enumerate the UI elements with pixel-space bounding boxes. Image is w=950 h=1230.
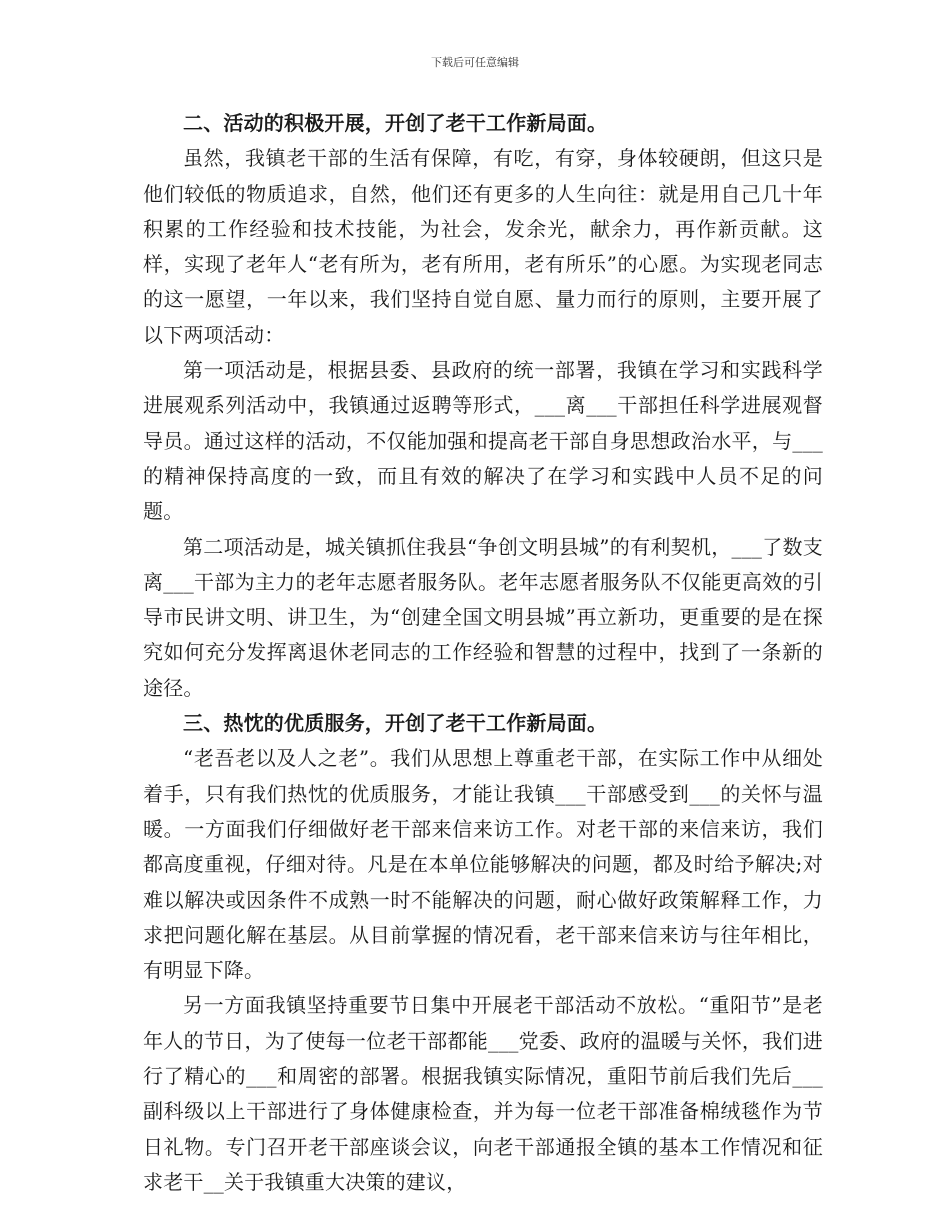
paragraph: 第二项活动是，城关镇抓住我县“争创文明县城”的有利契机，___了数支离___干部为主力的老年志愿者服务队。老年志愿者服务队不仅能更高效的引导市民讲文明、讲卫生，为“创建全国文明县城”再立新功，更重要的是在探究如何充分发挥离退休老同志的工作经验和智慧的过程中，找到了一条新的途径。 [143, 534, 823, 700]
section-heading-3: 三、热忱的优质服务，开创了老干工作新局面。 [183, 711, 608, 736]
paragraph: “老吾老以及人之老”。我们从思想上尊重老干部，在实际工作中从细处着手，只有我们热忱的优质服务，才能让我镇___干部感受到___的关怀与温暖。一方面我们仔细做好老干部来信来访工作。对老干部的来信来访，我们都高度重视，仔细对待。凡是在本单位能够解决的问题，都及时给予解决;对难以解决或因条件不成熟一时不能解决的问题，耐心做好政策解释工作，力求把问题化解在基层。从目前掌握的情况看，老干部来信来访与往年相比，有明显下降。 [143, 746, 823, 983]
paragraph: 虽然，我镇老干部的生活有保障，有吃，有穿，身体较硬朗，但这只是他们较低的物质追求，自然，他们还有更多的人生向往：就是用自己几十年积累的工作经验和技术技能，为社会，发余光，献余力，再作新贡献。这样，实现了老年人“老有所为，老有所用，老有所乐”的心愿。为实现老同志的这一愿望，一年以来，我们坚持自觉自愿、量力而行的原则，主要开展了以下两项活动： [143, 146, 823, 347]
paragraph: 另一方面我镇坚持重要节日集中开展老干部活动不放松。“重阳节”是老年人的节日，为了使每一位老干部都能___党委、政府的温暖与关怀，我们进行了精心的___和周密的部署。根据我镇实际情况，重阳节前后我们先后___副科级以上干部进行了身体健康检查，并为每一位老干部准备棉绒毯作为节日礼物。专门召开老干部座谈会议，向老干部通报全镇的基本工作情况和征求老干__关于我镇重大决策的建议， [143, 993, 823, 1194]
section-heading-2: 二、活动的积极开展，开创了老干工作新局面。 [183, 111, 608, 135]
paragraph: 第一项活动是，根据县委、县政府的统一部署，我镇在学习和实践科学进展观系列活动中，我镇通过返聘等形式，___离___干部担任科学进展观督导员。通过这样的活动，不仅能加强和提高老干部自身思想政治水平，与___的精神保持高度的一致，而且有效的解决了在学习和实践中人员不足的问题。 [143, 358, 823, 524]
page-header: 下载后可任意编辑 [431, 56, 519, 69]
document-body [143, 106, 823, 1200]
